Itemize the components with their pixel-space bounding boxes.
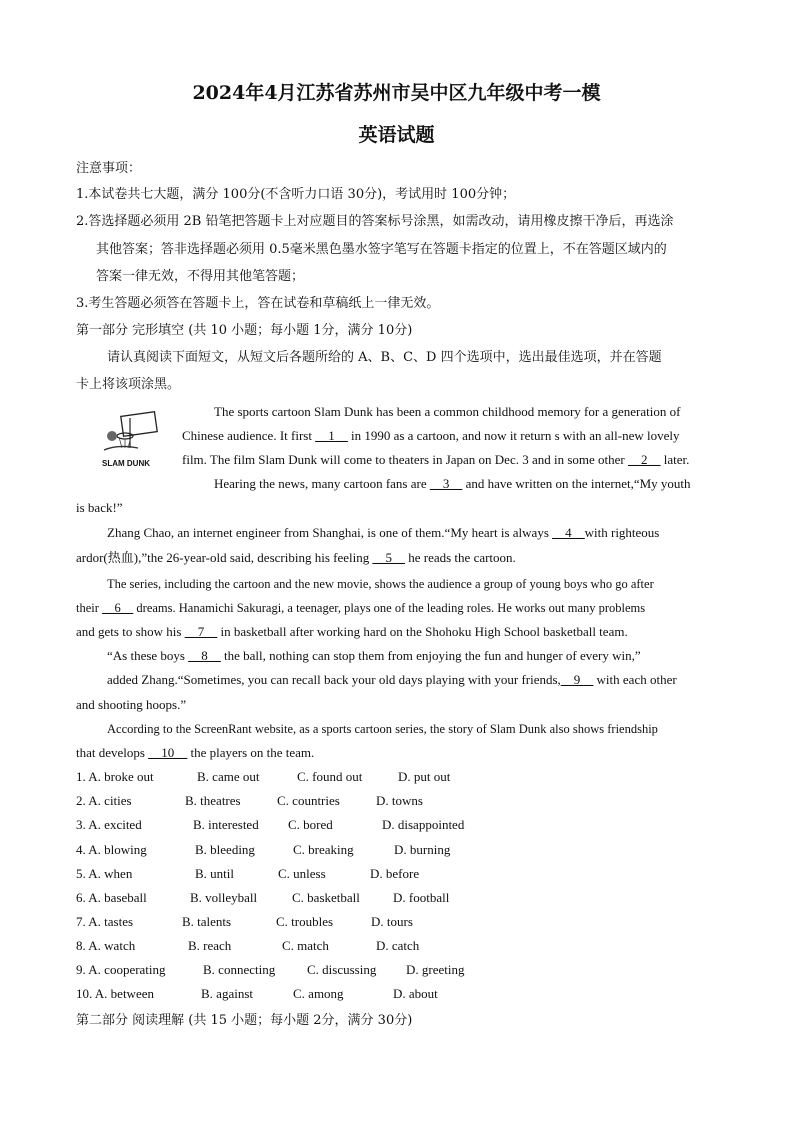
option-b: B. reach	[188, 938, 232, 953]
part1-instruction-b: 卡上将该项涂黑。	[76, 377, 181, 392]
option-b: B. talents	[182, 914, 232, 929]
passage-line-1: The sports cartoon Slam Dunk has been a common childhood memory for a generation of	[214, 404, 681, 419]
option-b: B. interested	[193, 817, 259, 832]
passage-line-11: “As these boys __8__ the ball, nothing can stop them from enjoying the fun and hunger of every win,”	[107, 648, 641, 663]
blank-10: __10__	[148, 745, 188, 760]
blank-2: __2__	[628, 452, 661, 467]
option-c: C. found out	[297, 769, 363, 784]
option-d: D. catch	[376, 938, 420, 953]
note-3: 3.考生答题必须答在答题卡上，答在试卷和草稿纸上一律无效。	[76, 296, 440, 311]
option-c: C. countries	[277, 793, 340, 808]
option-d: D. football	[393, 890, 450, 905]
option-d: D. put out	[398, 769, 451, 784]
passage-line-15: that develops __10__ the players on the team.	[76, 745, 315, 760]
passage-line-3: film. The film Slam Dunk will come to theaters in Japan on Dec. 3 and in some other __2__ later.	[182, 452, 690, 467]
option-a: 9. A. cooperating	[76, 962, 166, 977]
option-b: B. against	[201, 986, 253, 1001]
passage-line-10: and gets to show his __7__ in basketball after working hard on the Shohoku High School basketball team.	[76, 624, 628, 639]
blank-6: __6__	[102, 601, 134, 615]
notes-heading: 注意事项：	[76, 161, 142, 176]
part2-heading: 第二部分 阅读理解 (共 15 小题；每小题 2分，满分 30分)	[76, 1013, 413, 1028]
note-2b: 其他答案；答非选择题必须用 0.5毫米黑色墨水签字笔写在答题卡指定的位置上，不在答题区域内的	[96, 242, 667, 257]
option-a: 10. A. between	[76, 986, 154, 1001]
blank-9: __9__	[560, 672, 594, 687]
option-d: D. tours	[371, 914, 413, 929]
part1-heading: 第一部分 完形填空 (共 10 小题；每小题 1分，满分 10分)	[76, 323, 413, 338]
blank-5: __5__	[372, 550, 405, 565]
option-c: C. discussing	[307, 962, 377, 977]
page-subtitle: 英语试题	[358, 124, 435, 146]
option-d: D. disappointed	[382, 817, 465, 832]
option-c: C. match	[282, 938, 329, 953]
blank-8: __8__	[188, 648, 221, 663]
passage-line-9: their __6__ dreams. Hanamichi Sakuragi, a teenager, plays one of the leading roles. He works out many problems	[76, 601, 646, 615]
passage-line-8: The series, including the cartoon and the new movie, shows the audience a group of young boys who go after	[107, 577, 654, 591]
passage-line-12: added Zhang.“Sometimes, you can recall back your old days playing with your friends,__9__ with each other	[107, 672, 677, 687]
slam-dunk-logo-image	[98, 410, 162, 472]
option-a: 7. A. tastes	[76, 914, 134, 929]
logo-text: SLAM DUNK	[102, 459, 150, 468]
part1-instruction-a: 请认真阅读下面短文，从短文后各题所给的 A、B、C、D 四个选项中，选出最佳选项，并在答题	[107, 350, 662, 365]
note-2a: 2.答选择题必须用 2B 铅笔把答题卡上对应题目的答案标号涂黑，如需改动，请用橡皮擦干净后，再选涂	[76, 214, 674, 229]
passage-line-13: and shooting hoops.”	[76, 697, 187, 712]
option-a: 5. A. when	[76, 866, 133, 881]
option-d: D. greeting	[406, 962, 465, 977]
note-2c: 答案一律无效，不得用其他笔答题；	[96, 269, 305, 284]
option-a: 2. A. cities	[76, 793, 132, 808]
option-b: B. until	[195, 866, 235, 881]
option-d: D. before	[370, 866, 420, 881]
option-a: 6. A. baseball	[76, 890, 147, 905]
passage-line-7: ardor(热血),”the 26-year-old said, describing his feeling __5__ he reads the cartoon.	[76, 550, 516, 565]
option-b: B. came out	[197, 769, 260, 784]
option-a: 8. A. watch	[76, 938, 136, 953]
option-b: B. volleyball	[190, 890, 258, 905]
note-1: 1.本试卷共七大题，满分 100分(不含听力口语 30分)，考试用时 100分钟；	[76, 187, 516, 202]
blank-7: __7__	[184, 624, 218, 639]
option-b: B. theatres	[185, 793, 241, 808]
option-c: C. basketball	[292, 890, 360, 905]
blank-3: __3__	[429, 476, 463, 491]
option-b: B. connecting	[203, 962, 276, 977]
passage-line-14: According to the ScreenRant website, as a sports cartoon series, the story of Slam Dunk also shows friendship	[107, 722, 658, 736]
option-d: D. about	[393, 986, 438, 1001]
passage-line-6: Zhang Chao, an internet engineer from Shanghai, is one of them.“My heart is always __4__with righteous	[107, 525, 660, 540]
option-a: 4. A. blowing	[76, 842, 147, 857]
option-c: C. breaking	[293, 842, 354, 857]
passage-line-4: Hearing the news, many cartoon fans are __3__ and have written on the internet,“My youth	[214, 476, 691, 491]
option-a: 3. A. excited	[76, 817, 142, 832]
option-d: D. burning	[394, 842, 451, 857]
option-a: 1. A. broke out	[76, 769, 154, 784]
option-b: B. bleeding	[195, 842, 255, 857]
option-c: C. among	[293, 986, 344, 1001]
blank-4: __4__	[552, 525, 585, 540]
option-c: C. bored	[288, 817, 333, 832]
passage-line-2: Chinese audience. It first __1__ in 1990 as a cartoon, and now it return s with an all-new lovely	[182, 428, 680, 443]
option-c: C. troubles	[276, 914, 334, 929]
page-title: 2024年4月江苏省苏州市吴中区九年级中考一模	[192, 82, 601, 104]
passage-line-5: is back!”	[76, 500, 123, 515]
option-c: C. unless	[278, 866, 326, 881]
blank-1: __1__	[315, 428, 348, 443]
option-d: D. towns	[376, 793, 423, 808]
